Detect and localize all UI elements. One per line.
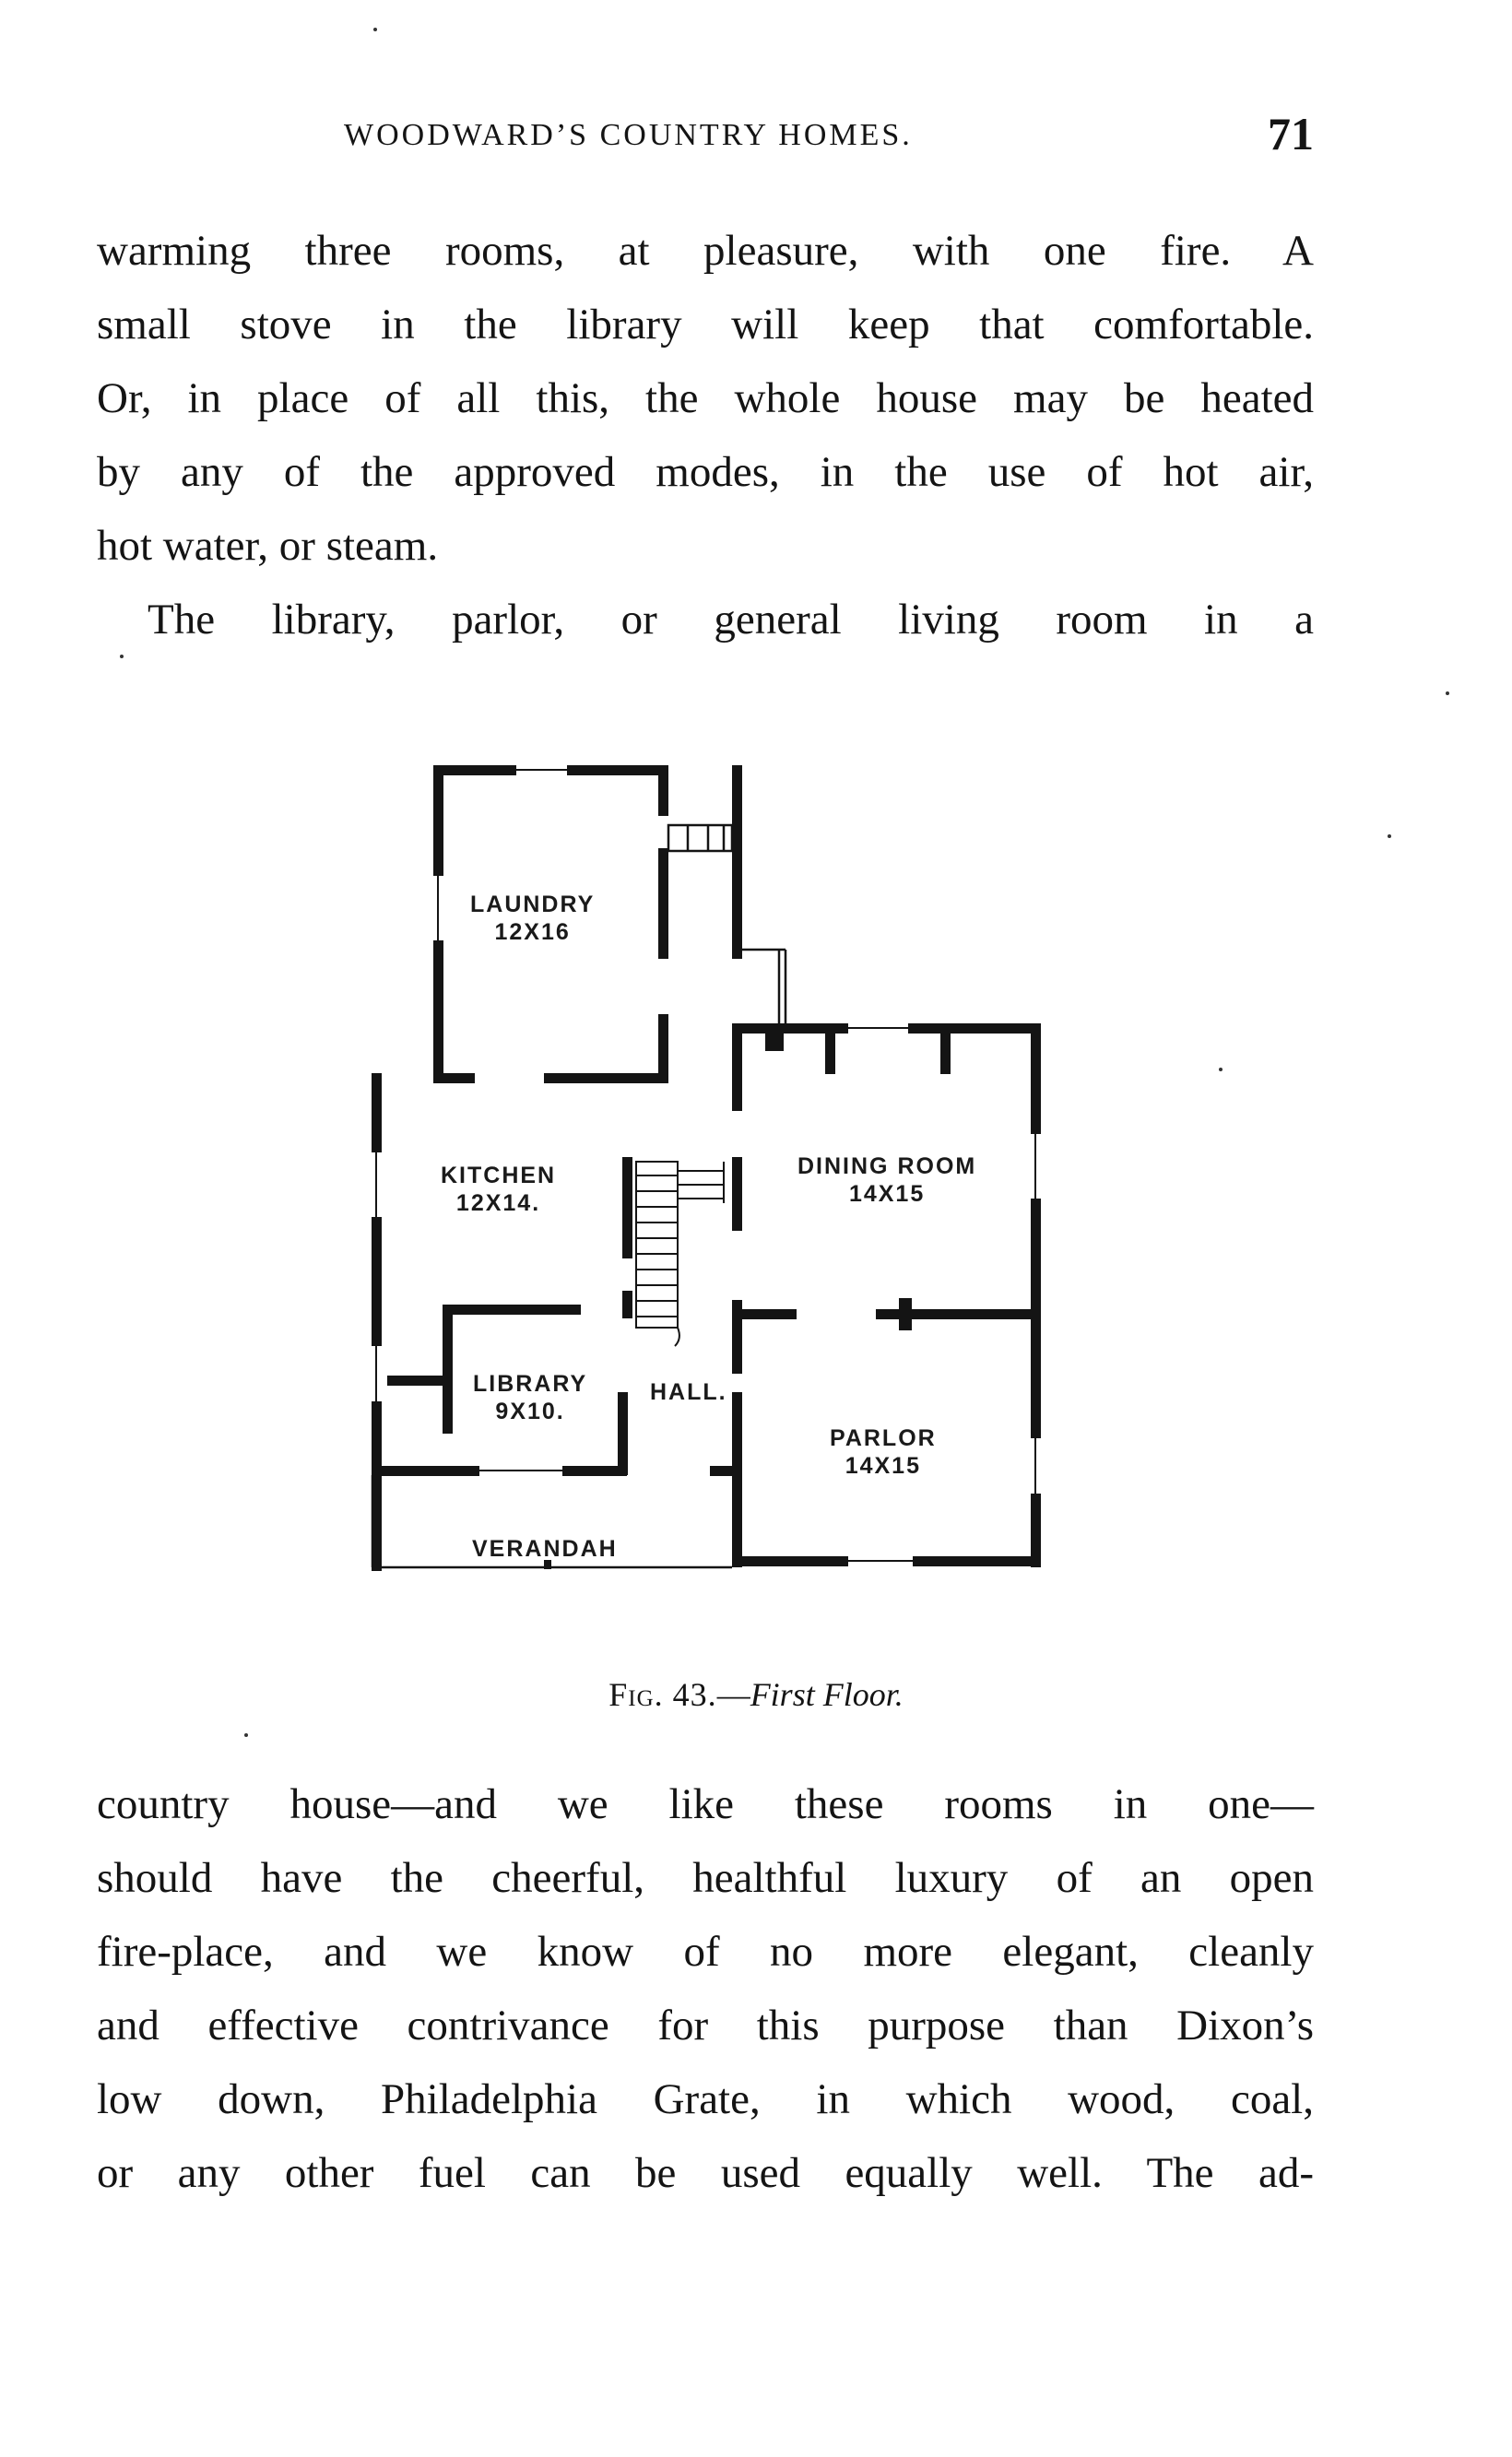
room-name: LAUNDRY (470, 892, 596, 917)
room-label-library (473, 1370, 587, 1425)
room-name: LIBRARY (473, 1371, 588, 1397)
room-size: 14X15 (848, 1181, 926, 1207)
text-line: and effective contrivance for this purpose than Dixon’s (97, 2002, 1314, 2049)
room-label-hall (650, 1378, 727, 1406)
print-speck (373, 28, 377, 31)
print-speck (1446, 691, 1449, 695)
room-label-parlor (830, 1424, 937, 1480)
room-label-dining-room (797, 1152, 976, 1208)
page-number: 71 (1268, 108, 1314, 159)
room-size: 14X15 (845, 1453, 921, 1479)
text-line: Or, in place of all this, the whole house may be heated (97, 374, 1314, 422)
room-name: VERANDAH (472, 1536, 618, 1562)
paragraph-top (97, 214, 1314, 656)
room-label-kitchen (441, 1162, 556, 1217)
print-speck (1219, 1068, 1223, 1071)
text-line: low down, Philadelphia Grate, in which wood, coal, (97, 2075, 1314, 2123)
figure-number: Fig. 43. (608, 1676, 717, 1713)
text-line: country house—and we like these rooms in one— (97, 1780, 1314, 1828)
text-line: fire-place, and we know of no more elegant, cleanly (97, 1928, 1314, 1976)
room-name: PARLOR (830, 1425, 937, 1451)
floor-plan-figure (360, 756, 1051, 1632)
text-line: or any other fuel can be used equally well. The ad- (97, 2149, 1314, 2197)
text-line: The library, parlor, or general living room in a (148, 596, 1314, 644)
back-stairs (668, 825, 786, 1028)
room-name: DINING ROOM (797, 1153, 977, 1179)
print-speck (244, 1733, 248, 1737)
room-name: HALL. (650, 1379, 727, 1405)
room-label-verandah (472, 1535, 618, 1563)
figure-caption (0, 1675, 1512, 1714)
running-title: WOODWARD’S COUNTRY HOMES. (344, 118, 913, 152)
room-name: KITCHEN (441, 1163, 557, 1188)
caption-dash: — (716, 1676, 750, 1713)
main-staircase (636, 1162, 724, 1346)
figure-title: First Floor. (750, 1676, 904, 1713)
running-head (97, 108, 1314, 168)
text-line: hot water, or steam. (97, 522, 439, 570)
room-size: 12X14. (455, 1190, 541, 1216)
text-line: by any of the approved modes, in the use of hot air, (97, 448, 1314, 496)
print-speck (1388, 834, 1391, 838)
room-size: 9X10. (495, 1399, 565, 1424)
room-size: 12X16 (494, 919, 571, 945)
text-line: warming three rooms, at pleasure, with one fire. A (97, 227, 1314, 275)
print-speck (120, 655, 124, 658)
text-line: should have the cheerful, healthful luxury of an open (97, 1854, 1314, 1902)
paragraph-bottom (97, 1767, 1314, 2210)
text-line: small stove in the library will keep that comfortable. (97, 301, 1314, 348)
room-label-laundry (470, 891, 595, 946)
